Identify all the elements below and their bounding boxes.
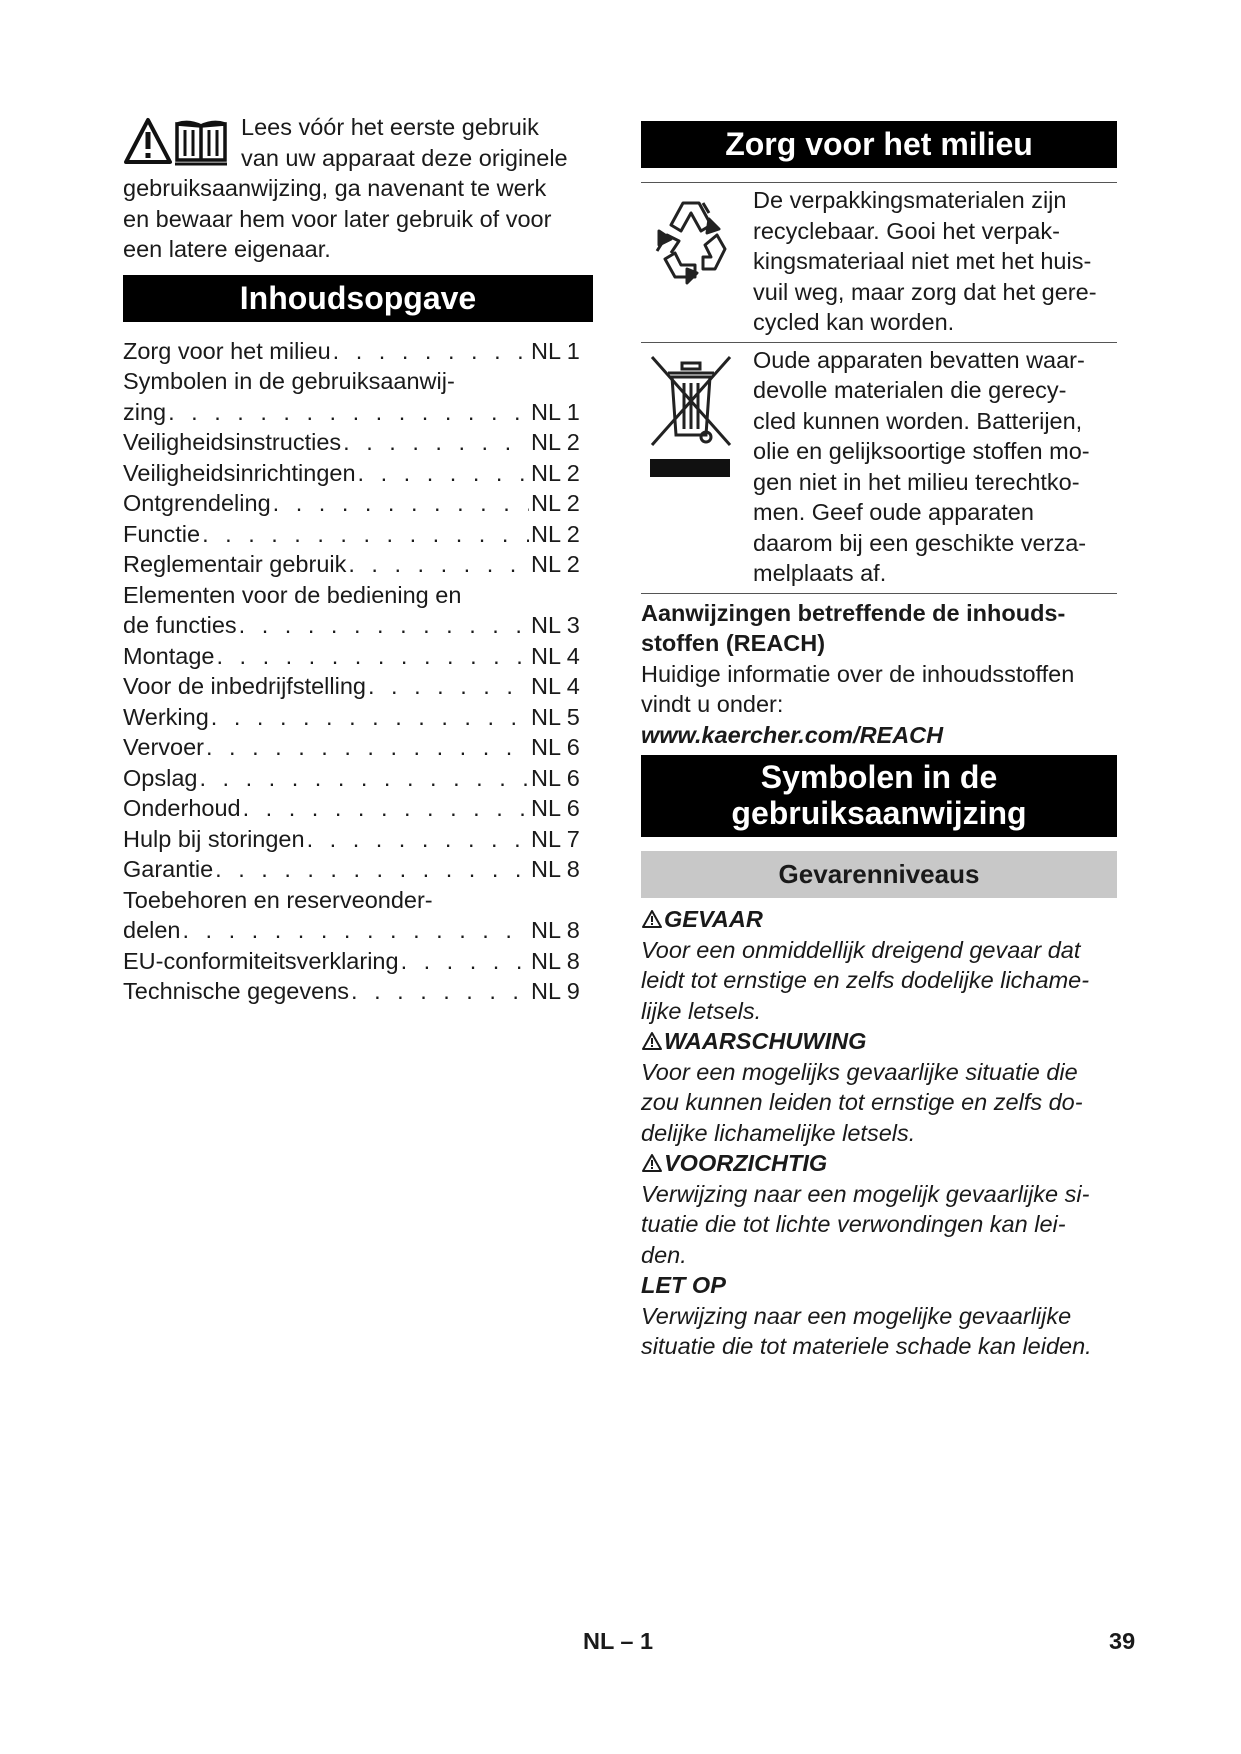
hazard-level-text: Voor een onmiddellijk dreigend gevaar dat (641, 936, 1081, 963)
toc-leader-dots (215, 854, 529, 885)
toc-entry-label: Ontgrendeling (123, 490, 271, 516)
toc-entry-label: Opslag (123, 764, 198, 791)
toc-entry[interactable] (123, 671, 593, 702)
hazard-level-title (641, 904, 1117, 935)
toc-entry-label: Veiligheidsinrichtingen (123, 459, 356, 486)
warning-triangle-icon (641, 909, 663, 929)
toc-entry-label: delen (123, 917, 181, 943)
toc-entry-label: Veiligheidsinstructies (123, 429, 342, 455)
toc-entry-page: NL 2 (531, 429, 580, 455)
toc-entry-page: NL 1 (531, 398, 580, 425)
recycle-block (641, 183, 1117, 342)
page-section-label: NL – 1 (583, 1628, 654, 1654)
weee-line: gen niet in het milieu terechtko- (753, 468, 1080, 495)
toc-entry-label: Werking (123, 703, 209, 730)
hazard-levels-heading: Gevarenniveaus (641, 851, 1117, 898)
recycle-text (741, 185, 1117, 338)
toc-entry-page: NL 7 (531, 825, 580, 852)
recycle-line: De verpakkingsmaterialen zijn (753, 187, 1067, 213)
crossed-bin-icon (646, 351, 736, 481)
toc-entry-line (123, 763, 593, 794)
toc-entry-line (123, 519, 593, 550)
toc-entry-page: NL 6 (531, 734, 580, 760)
toc-entry-label: Hulp bij storingen (123, 825, 305, 852)
toc-entry-label-lead: Symbolen in de gebruiksaanwij- (123, 368, 455, 394)
hazard-level-title-text: LET OP (641, 1272, 726, 1298)
toc-entry-label: de functies (123, 612, 237, 638)
toc-entry[interactable] (123, 458, 593, 489)
toc-leader-dots (273, 488, 529, 519)
hazard-level-text: zou kunnen leiden tot ernstige en zelfs do- (641, 1089, 1083, 1115)
toc-entry-label: Vervoer (123, 734, 204, 760)
symbols-heading-line: gebruiksaanwijzing (731, 795, 1027, 831)
recycle-icon (645, 195, 737, 287)
toc-entry-line (123, 732, 593, 763)
intro-line: gebruiksaanwijzing, ga navenant te werk (123, 175, 547, 201)
toc-entry-line (123, 976, 593, 1007)
table-of-contents (123, 336, 593, 1007)
toc-entry-page: NL 6 (531, 795, 580, 821)
toc-entry-page: NL 5 (531, 703, 580, 730)
toc-entry[interactable] (123, 641, 593, 672)
toc-entry-line (123, 610, 593, 641)
toc-entry-page: NL 6 (531, 764, 580, 791)
intro-line: en bewaar hem voor later gebruik of voor (123, 205, 552, 232)
toc-entry[interactable] (123, 763, 593, 794)
toc-leader-dots (202, 519, 529, 550)
toc-entry-page: NL 2 (531, 490, 580, 516)
toc-leader-dots (358, 458, 529, 489)
toc-entry-line (123, 946, 593, 977)
toc-entry[interactable] (123, 366, 593, 427)
hazard-level (641, 1148, 1117, 1270)
toc-leader-dots (368, 671, 529, 702)
warning-triangle-icon (641, 1031, 663, 1051)
symbols-heading-line: Symbolen in de (760, 759, 998, 795)
hazard-level-title (641, 1148, 1117, 1179)
toc-entry-label: Garantie (123, 856, 214, 882)
hazard-level-title-text: WAARSCHUWING (664, 1028, 867, 1054)
toc-entry-page: NL 2 (531, 520, 580, 547)
toc-leader-dots (239, 610, 529, 641)
toc-entry[interactable] (123, 336, 593, 367)
hazard-level-text: lijke letsels. (641, 997, 762, 1024)
toc-entry[interactable] (123, 824, 593, 855)
right-column (641, 112, 1117, 1362)
weee-text (741, 345, 1117, 589)
toc-leader-dots (401, 946, 529, 977)
hazard-level-text: situatie die tot materiele schade kan leiden. (641, 1333, 1092, 1359)
intro-notice (123, 112, 593, 265)
toc-entry-label: Technische gegevens (123, 978, 350, 1004)
reach-text-line: vindt u onder: (641, 691, 784, 717)
weee-block (641, 343, 1117, 593)
toc-entry-line (123, 488, 593, 519)
toc-entry-line (123, 854, 593, 885)
weee-icon-wrap (641, 345, 741, 481)
toc-entry-line (123, 793, 593, 824)
hazard-level (641, 1270, 1117, 1362)
toc-entry-label: Functie (123, 520, 201, 547)
toc-entry[interactable] (123, 488, 593, 519)
toc-entry-label: Onderhoud (123, 795, 241, 821)
toc-entry-label: Montage (123, 642, 215, 669)
reach-text-line: Huidige informatie over de inhoudsstoffen (641, 660, 1075, 687)
weee-line: melplaats af. (753, 560, 887, 586)
toc-entry-line (123, 641, 593, 672)
toc-entry-line (123, 397, 593, 428)
recycle-line: kingsmateriaal niet met het huis- (753, 248, 1092, 274)
toc-entry-page: NL 2 (531, 551, 580, 577)
weee-line: olie en gelijksoortige stoffen mo- (753, 438, 1090, 464)
hazard-level-text: tuatie die tot lichte verwondingen kan lei- (641, 1211, 1066, 1237)
intro-line: Lees vóór het eerste gebruik (241, 114, 539, 140)
hazard-levels (641, 904, 1117, 1362)
toc-entry-label: EU-conformiteitsverklaring (123, 947, 399, 974)
reach-title-line: stoffen (REACH) (641, 630, 826, 656)
toc-entry[interactable] (123, 854, 593, 885)
toc-leader-dots (351, 976, 529, 1007)
reach-title (641, 598, 1117, 659)
toc-entry-line (123, 915, 593, 946)
toc-entry-line (123, 702, 593, 733)
intro-line: van uw apparaat deze originele (241, 144, 568, 171)
toc-entry-label-lead: Elementen voor de bediening en (123, 581, 462, 608)
symbols-heading (641, 755, 1117, 837)
weee-line: devolle materialen die gerecy- (753, 377, 1067, 403)
toc-entry[interactable] (123, 702, 593, 733)
hazard-level-text: den. (641, 1241, 687, 1268)
toc-heading: Inhoudsopgave (123, 275, 593, 322)
toc-leader-dots (307, 824, 529, 855)
hazard-level-title (641, 1270, 1117, 1301)
toc-leader-dots (168, 397, 529, 428)
toc-entry-line (123, 427, 593, 458)
toc-entry-line (123, 824, 593, 855)
toc-entry[interactable] (123, 976, 593, 1007)
toc-entry[interactable] (123, 580, 593, 641)
toc-entry[interactable] (123, 549, 593, 580)
toc-entry-page: NL 4 (531, 642, 580, 669)
toc-leader-dots (206, 732, 529, 763)
toc-entry-label: Reglementair gebruik (123, 551, 347, 577)
toc-entry-label: Voor de inbedrijfstelling (123, 673, 366, 699)
hazard-level-text: delijke lichamelijke letsels. (641, 1119, 916, 1146)
hazard-level-title (641, 1026, 1117, 1057)
toc-entry-page: NL 1 (531, 337, 580, 364)
toc-entry-page: NL 4 (531, 673, 580, 699)
toc-leader-dots (243, 793, 529, 824)
toc-leader-dots (333, 336, 529, 367)
warning-triangle-icon (641, 1153, 663, 1173)
toc-entry-page: NL 8 (531, 917, 580, 943)
hazard-level-text: Voor een mogelijks gevaarlijke situatie die (641, 1058, 1078, 1085)
toc-entry-page: NL 2 (531, 459, 580, 486)
hazard-level (641, 904, 1117, 1026)
toc-entry-label: Zorg voor het milieu (123, 337, 331, 364)
hazard-level-title-text: VOORZICHTIG (664, 1150, 828, 1176)
toc-entry-page: NL 3 (531, 612, 580, 638)
toc-entry-label: zing (123, 398, 167, 425)
hazard-level-title-text: GEVAAR (664, 906, 763, 932)
toc-entry-line (123, 458, 593, 489)
toc-leader-dots (199, 763, 529, 794)
toc-entry-page: NL 8 (531, 947, 580, 974)
toc-entry-page: NL 8 (531, 856, 580, 882)
toc-entry[interactable] (123, 519, 593, 550)
intro-line: een latere eigenaar. (123, 236, 331, 262)
toc-entry-line (123, 549, 593, 580)
recycle-icon-wrap (641, 185, 741, 287)
toc-leader-dots (211, 702, 529, 733)
page-number: 39 (1109, 1628, 1136, 1654)
environment-heading: Zorg voor het milieu (641, 121, 1117, 168)
toc-entry[interactable] (123, 885, 593, 946)
toc-entry[interactable] (123, 732, 593, 763)
toc-entry-line (123, 671, 593, 702)
recycle-line: recyclebaar. Gooi het verpak- (753, 217, 1060, 244)
recycle-line: vuil weg, maar zorg dat het gere- (753, 278, 1097, 305)
toc-entry-line (123, 336, 593, 367)
left-column (123, 112, 593, 1007)
toc-leader-dots (343, 427, 529, 458)
toc-leader-dots (216, 641, 529, 672)
hazard-level-text: leidt tot ernstige en zelfs dodelijke lichame- (641, 967, 1090, 993)
reach-link[interactable]: www.kaercher.com/REACH (641, 721, 944, 748)
weee-line: men. Geef oude apparaten (753, 499, 1034, 525)
divider (641, 593, 1117, 594)
recycle-line: cycled kan worden. (753, 309, 955, 335)
toc-entry-label-lead: Toebehoren en reserveonder- (123, 886, 433, 913)
weee-line: daarom bij een geschikte verza- (753, 529, 1087, 556)
toc-entry[interactable] (123, 946, 593, 977)
weee-line: cled kunnen worden. Batterijen, (753, 407, 1083, 434)
warning-read-manual-icon (123, 116, 233, 168)
reach-text (641, 659, 1117, 720)
reach-title-line: Aanwijzingen betreffende de inhouds- (641, 599, 1066, 626)
toc-entry[interactable] (123, 427, 593, 458)
toc-leader-dots (183, 915, 530, 946)
hazard-level-text: Verwijzing naar een mogelijke gevaarlijke (641, 1302, 1072, 1329)
toc-entry-page: NL 9 (531, 978, 580, 1004)
weee-line: Oude apparaten bevatten waar- (753, 346, 1085, 373)
hazard-level (641, 1026, 1117, 1148)
hazard-level-text: Verwijzing naar een mogelijk gevaarlijke si- (641, 1180, 1090, 1207)
toc-entry[interactable] (123, 793, 593, 824)
toc-leader-dots (348, 549, 529, 580)
